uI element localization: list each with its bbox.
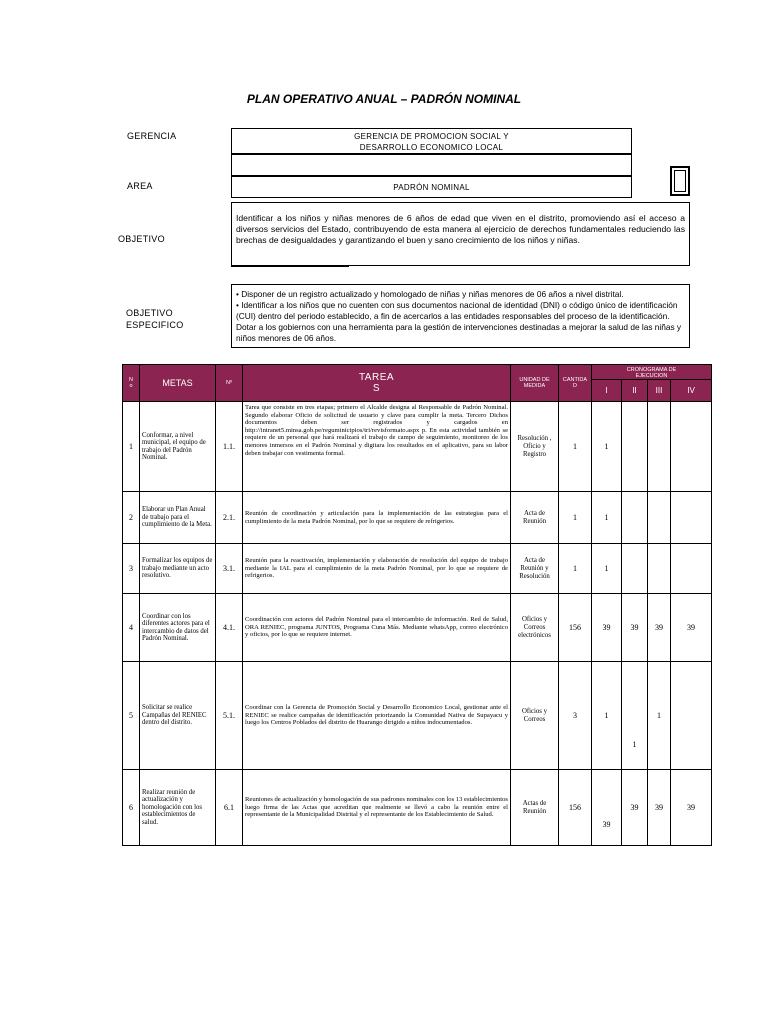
label-objetivo-especifico-line1: OBJETIVO xyxy=(126,308,173,318)
row-cantidad: 156 xyxy=(559,594,592,662)
gerencia-box xyxy=(231,128,632,154)
plan-table xyxy=(122,364,712,846)
header-tareas-line2: S xyxy=(372,383,381,394)
header-q4: IV xyxy=(671,380,712,402)
row-n: 2 xyxy=(123,492,140,544)
table-row xyxy=(123,770,712,846)
row-tarea: Tarea que consiste en tres etapas; primero el Alcalde designa al Responsable de Padrón Nominal. Segundo elaborar Oficio de solicitud de usuario y clave para cumplir la meta. Tercero Dichos documentos deben ser registrados y cargados en http://intranet5.minsa.gob.pe/reguminicipios/tri/revisformato.aspx p. En esta actividad también se requiere de un personal que hará realizará el trabajo de campo de seguimiento, monitoreo de los menores inmersos en el Padrón Nominal y digitara los resultados en el aplicativo, para su labor deben trabajar con vestimenta formal. xyxy=(243,402,511,492)
row-unidad: Oficios y Correos electrónicos xyxy=(511,594,559,662)
header-n-line1: N xyxy=(129,377,133,383)
objetivo-text: Identificar a los niños y niñas menores de 6 años de edad que viven en el distrito, promoviendo así el acceso a diversos servicios del Estado, contribuyendo de esta manera al ejercicio de derechos fundamentales reduciendo las brechas de desigualdades y garantizando el buen y sano crecimiento de los niños y niñas. xyxy=(236,213,685,245)
row-unidad: Resolución , Oficio y Registro xyxy=(511,402,559,492)
label-objetivo-especifico-line2: ESPECIFICO xyxy=(126,320,184,330)
header-cronograma xyxy=(592,365,712,380)
row-q4 xyxy=(671,492,712,544)
row-meta: Formalizar los equipos de trabajo mediante un acto resolutivo. xyxy=(140,544,216,594)
header-unidad xyxy=(511,365,559,402)
row-q3: 39 xyxy=(648,594,671,662)
row-q4: 39 xyxy=(671,594,712,662)
row-meta: Coordinar con los diferentes actores para el intercambio de datos del Padrón Nominal. xyxy=(140,594,216,662)
header-cantidad-line1: CANTIDA xyxy=(562,377,588,383)
label-area: AREA xyxy=(127,181,153,191)
header-num: Nº xyxy=(216,365,243,402)
header-tareas-line1: TAREA xyxy=(358,372,395,383)
page-title: PLAN OPERATIVO ANUAL – PADRÓN NOMINAL xyxy=(246,92,522,106)
header-q3: III xyxy=(648,380,671,402)
checkbox-frame xyxy=(670,166,690,196)
gerencia-line1: GERENCIA DE PROMOCION SOCIAL Y xyxy=(354,132,509,141)
row-cantidad: 3 xyxy=(559,662,592,770)
table-row xyxy=(123,544,712,594)
header-cantidad-line2: D xyxy=(573,383,577,389)
row-n: 4 xyxy=(123,594,140,662)
row-num: 2.1. xyxy=(216,492,243,544)
row-q3 xyxy=(648,402,671,492)
table-row xyxy=(123,594,712,662)
row-num: 6.1 xyxy=(216,770,243,846)
row-q4: 39 xyxy=(671,770,712,846)
header-n-line2: o xyxy=(129,383,133,389)
row-n: 5 xyxy=(123,662,140,770)
header-unidad-line1: UNIDAD DE xyxy=(519,377,550,383)
header-n xyxy=(123,365,140,402)
row-cantidad: 1 xyxy=(559,492,592,544)
row-q3 xyxy=(648,544,671,594)
header-metas: METAS xyxy=(140,365,216,402)
row-q1: 1 xyxy=(592,492,622,544)
row-q1: 1 xyxy=(592,544,622,594)
row-q2: 1 xyxy=(622,662,648,770)
row-q1: 39 xyxy=(592,594,622,662)
header-cronograma-line2: EJECUCION xyxy=(635,373,668,379)
table-row xyxy=(123,662,712,770)
label-objetivo-especifico xyxy=(126,307,184,331)
row-q3: 39 xyxy=(648,770,671,846)
row-unidad: Oficios y Correos xyxy=(511,662,559,770)
row-unidad: Acta de Reunión xyxy=(511,492,559,544)
row-tarea: Coordinar con la Gerencia de Promoción Social y Desarrollo Economico Local, gestionar ante el RENIEC se realice campañas de identificación priorizando la Comunidad Nativa de Supayacu y luego los Centros Poblados del distrito de Huarango dirigido a niños indocumentados. xyxy=(243,662,511,770)
row-q2: 39 xyxy=(622,594,648,662)
row-num: 5.1. xyxy=(216,662,243,770)
row-unidad: Actas de Reunión xyxy=(511,770,559,846)
header-q1: I xyxy=(592,380,622,402)
gerencia-line2: DESARROLLO ECONOMICO LOCAL xyxy=(359,143,504,152)
table-row xyxy=(123,492,712,544)
row-q2 xyxy=(622,544,648,594)
row-q1: 39 xyxy=(592,770,622,846)
row-num: 1.1. xyxy=(216,402,243,492)
row-tarea: Reuniones de actualización y homologación de sus padrones nominales con los 13 establecimientos luego firma de las Actas que acreditan que realmente se llevó a cabo la reunión entre el representante de la Municipalidad Distrital y el representante de los Establecimiento de Salud. xyxy=(243,770,511,846)
row-q2: 39 xyxy=(622,770,648,846)
row-q4 xyxy=(671,402,712,492)
row-cantidad: 156 xyxy=(559,770,592,846)
header-cantidad xyxy=(559,365,592,402)
checkbox-inner xyxy=(674,170,686,192)
row-q2 xyxy=(622,492,648,544)
row-q1: 1 xyxy=(592,402,622,492)
row-meta: Conformar, a nivel municipal, el equipo de trabajo del Padrón Nominal. xyxy=(140,402,216,492)
row-n: 3 xyxy=(123,544,140,594)
header-cronograma-line1: CRONOGRAMA DE xyxy=(626,367,677,373)
area-value: PADRÓN NOMINAL xyxy=(393,183,470,192)
row-tarea: Coordinación con actores del Padrón Nominal para el intercambio de información. Red de Salud, ORA RENIEC, programa JUNTOS, Programa Cuna Más. Mediante whatsApp, correo electrónico y oficios, por lo que se requiere internet. xyxy=(243,594,511,662)
objetivo-especifico-bullet-1: • Disponer de un registro actualizado y homologado de niñas y niñas menores de 06 años a nivel distrital. xyxy=(236,289,624,299)
row-meta: Realizar reunión de actualización y homologación con los establecimientos de salud. xyxy=(140,770,216,846)
row-n: 6 xyxy=(123,770,140,846)
row-tarea: Reunión de coordinación y articulación para la implementación de las estrategias para el cumplimiento de la meta Padrón Nominal, por lo que se requiere de refrigerios. xyxy=(243,492,511,544)
row-q4 xyxy=(671,662,712,770)
row-q1: 1 xyxy=(592,662,622,770)
header-unidad-line2: MEDIDA xyxy=(523,383,546,389)
row-unidad: Acta de Reunión y Resolución xyxy=(511,544,559,594)
objetivo-underline xyxy=(231,266,349,267)
row-num: 4.1. xyxy=(216,594,243,662)
row-n: 1 xyxy=(123,402,140,492)
row-q2 xyxy=(622,402,648,492)
label-objetivo: OBJETIVO xyxy=(118,234,165,244)
objetivo-especifico-box xyxy=(231,284,690,348)
area-box xyxy=(231,176,632,198)
gerencia-empty-box xyxy=(231,154,632,176)
header-q2: II xyxy=(622,380,648,402)
row-cantidad: 1 xyxy=(559,402,592,492)
label-gerencia: GERENCIA xyxy=(127,131,177,141)
header-tareas xyxy=(243,365,511,402)
row-meta: Elaborar un Plan Anual de trabajo para el cumplimiento de la Meta. xyxy=(140,492,216,544)
objetivo-box xyxy=(231,202,690,266)
row-q3: 1 xyxy=(648,662,671,770)
row-q4 xyxy=(671,544,712,594)
row-meta: Solicitar se realice Campañas del RENIEC dentro del distrito. xyxy=(140,662,216,770)
table-row xyxy=(123,402,712,492)
row-tarea: Reunión para la reactivación, implementación y elaboración de resolución del equipo de trabajo mediante la IAL para el cumplimiento de la meta Padrón Nominal, por lo que se requiere de refrigerios. xyxy=(243,544,511,594)
row-num: 3.1. xyxy=(216,544,243,594)
objetivo-especifico-bullet-2: • Identificar a los niños que no cuenten con sus documentos nacional de identidad (DNI) o código único de identificación (CUI) dentro del periodo establecido, a fin de acercarlos a las entidades responsables del proceso de la identificación. Dotar a los gobiernos con una herramienta para la gestión de intervenciones destinadas a mejorar la salud de las niñas y niños menores de 06 años. xyxy=(236,300,682,343)
row-q3 xyxy=(648,492,671,544)
row-cantidad: 1 xyxy=(559,544,592,594)
